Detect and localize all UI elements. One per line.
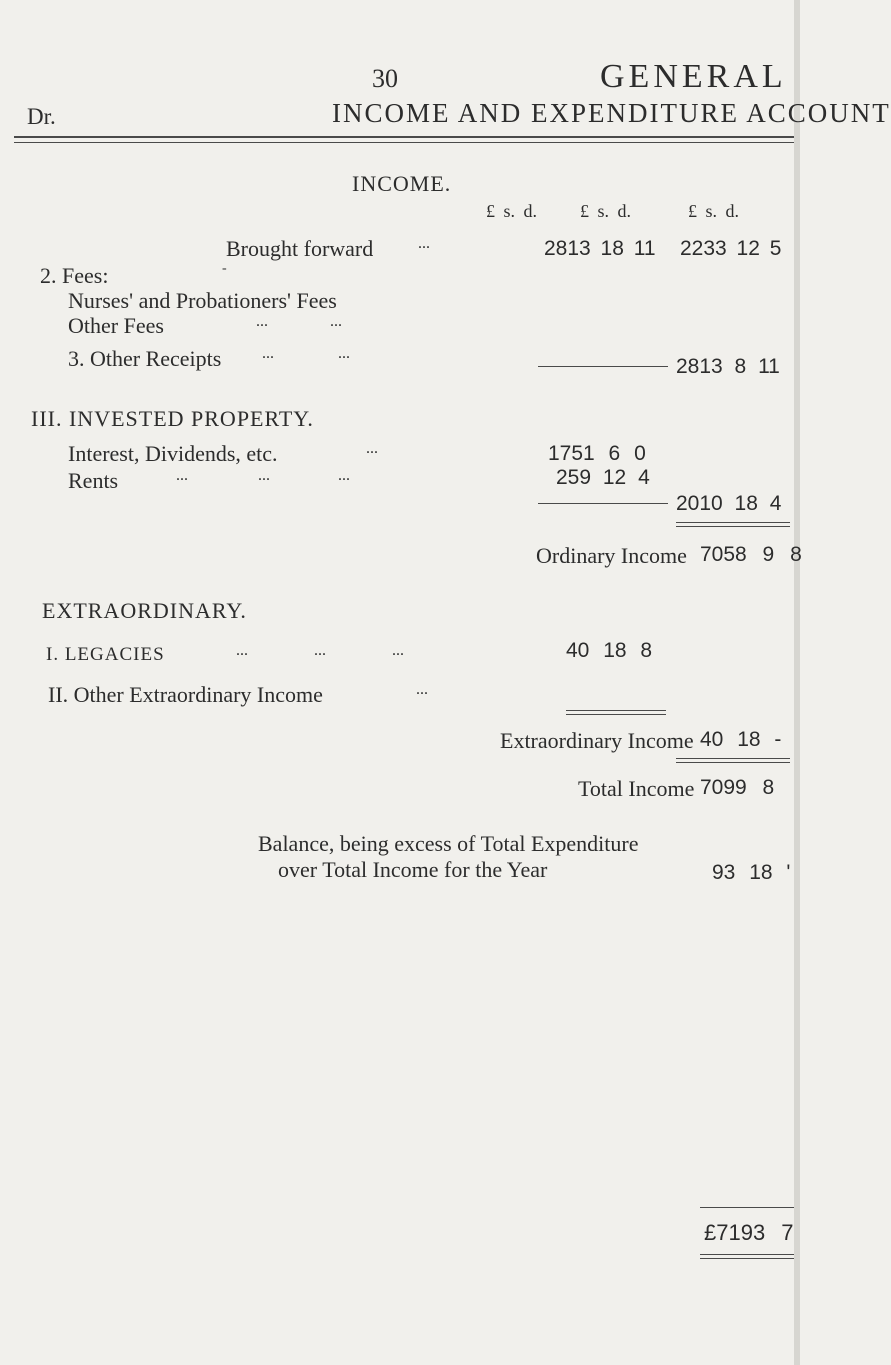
- grand-total-rule-bottom-1: [700, 1254, 794, 1255]
- rents-dots-1: ...: [176, 467, 188, 484]
- ordinary-income-col3: 7058 9 8: [700, 543, 802, 566]
- header-rule-top: [14, 136, 794, 138]
- other-fees-dots-2: ...: [330, 313, 342, 330]
- rents-col2: 259 12 4: [556, 466, 650, 489]
- page-number: 30: [372, 64, 398, 93]
- balance-line-1: Balance, being excess of Total Expenditure: [258, 831, 639, 856]
- fees-mark: -: [222, 261, 227, 276]
- rents-rule: [538, 503, 668, 504]
- ordinary-income-label: Ordinary Income: [536, 543, 687, 568]
- balance-col3: 93 18 ': [712, 861, 791, 884]
- currency-col2: £ s. d.: [580, 201, 632, 221]
- extraordinary-income-col3: 40 18 -: [700, 728, 782, 751]
- rents-dots-2: ...: [258, 467, 270, 484]
- nurses-fees-label: Nurses' and Probationers' Fees: [68, 288, 337, 313]
- rents-col3: 2010 18 4: [676, 492, 782, 515]
- title-general: GENERAL: [600, 58, 787, 95]
- grand-total-rule-top: [700, 1207, 794, 1208]
- total-income-rule-2: [676, 762, 790, 763]
- income-heading: INCOME.: [352, 171, 452, 196]
- currency-col1: £ s. d.: [486, 201, 538, 221]
- interest-col2: 1751 6 0: [548, 442, 646, 465]
- currency-col3: £ s. d.: [688, 201, 740, 221]
- brought-forward-dots: ...: [418, 235, 430, 252]
- legacies-col2: 40 18 8: [566, 639, 653, 662]
- brought-forward-col3: 2233 12 5: [680, 237, 782, 260]
- invested-property-heading: III. INVESTED PROPERTY.: [31, 406, 314, 431]
- total-income-rule-1: [676, 758, 790, 759]
- dr-label: Dr.: [27, 104, 56, 129]
- extraordinary-rule-1: [566, 710, 666, 711]
- rents-label: Rents: [68, 468, 119, 493]
- other-receipts-label: 3. Other Receipts: [68, 346, 222, 371]
- other-receipts-dots-2: ...: [338, 345, 350, 362]
- balance-line-2: over Total Income for the Year: [278, 857, 548, 882]
- other-receipts-rule: [538, 366, 668, 367]
- legacies-dots-1: ...: [236, 642, 248, 659]
- brought-forward-label: Brought forward: [226, 236, 374, 261]
- total-income-col3: 7099 8: [700, 776, 775, 799]
- legacies-label: I. LEGACIES: [46, 644, 165, 665]
- ordinary-income-rule-2: [676, 526, 790, 527]
- other-fees-dots-1: ...: [256, 313, 268, 330]
- other-fees-label: Other Fees: [68, 313, 164, 338]
- fees-label: 2. Fees:: [40, 263, 109, 288]
- legacies-dots-3: ...: [392, 642, 404, 659]
- extraordinary-rule-2: [566, 714, 666, 715]
- extraordinary-income-label: Extraordinary Income: [500, 728, 694, 753]
- other-extraordinary-dots: ...: [416, 681, 428, 698]
- rents-dots-3: ...: [338, 467, 350, 484]
- other-extraordinary-label: II. Other Extraordinary Income: [48, 682, 323, 707]
- grand-total: £7193 7: [704, 1220, 794, 1245]
- total-income-label: Total Income: [578, 776, 695, 801]
- legacies-dots-2: ...: [314, 642, 326, 659]
- interest-label: Interest, Dividends, etc.: [68, 441, 278, 466]
- other-receipts-col3: 2813 8 11: [676, 355, 780, 378]
- grand-total-rule-bottom-2: [700, 1258, 794, 1259]
- ordinary-income-rule-1: [676, 522, 790, 523]
- header-rule-bottom: [14, 142, 794, 143]
- title-main: INCOME AND EXPENDITURE ACCOUNT: [332, 98, 891, 128]
- page-edge-shadow: [794, 0, 800, 1365]
- extraordinary-heading: EXTRAORDINARY.: [42, 598, 247, 623]
- other-receipts-dots-1: ...: [262, 345, 274, 362]
- interest-dots: ...: [366, 440, 378, 457]
- brought-forward-col2: 2813 18 11: [544, 237, 656, 260]
